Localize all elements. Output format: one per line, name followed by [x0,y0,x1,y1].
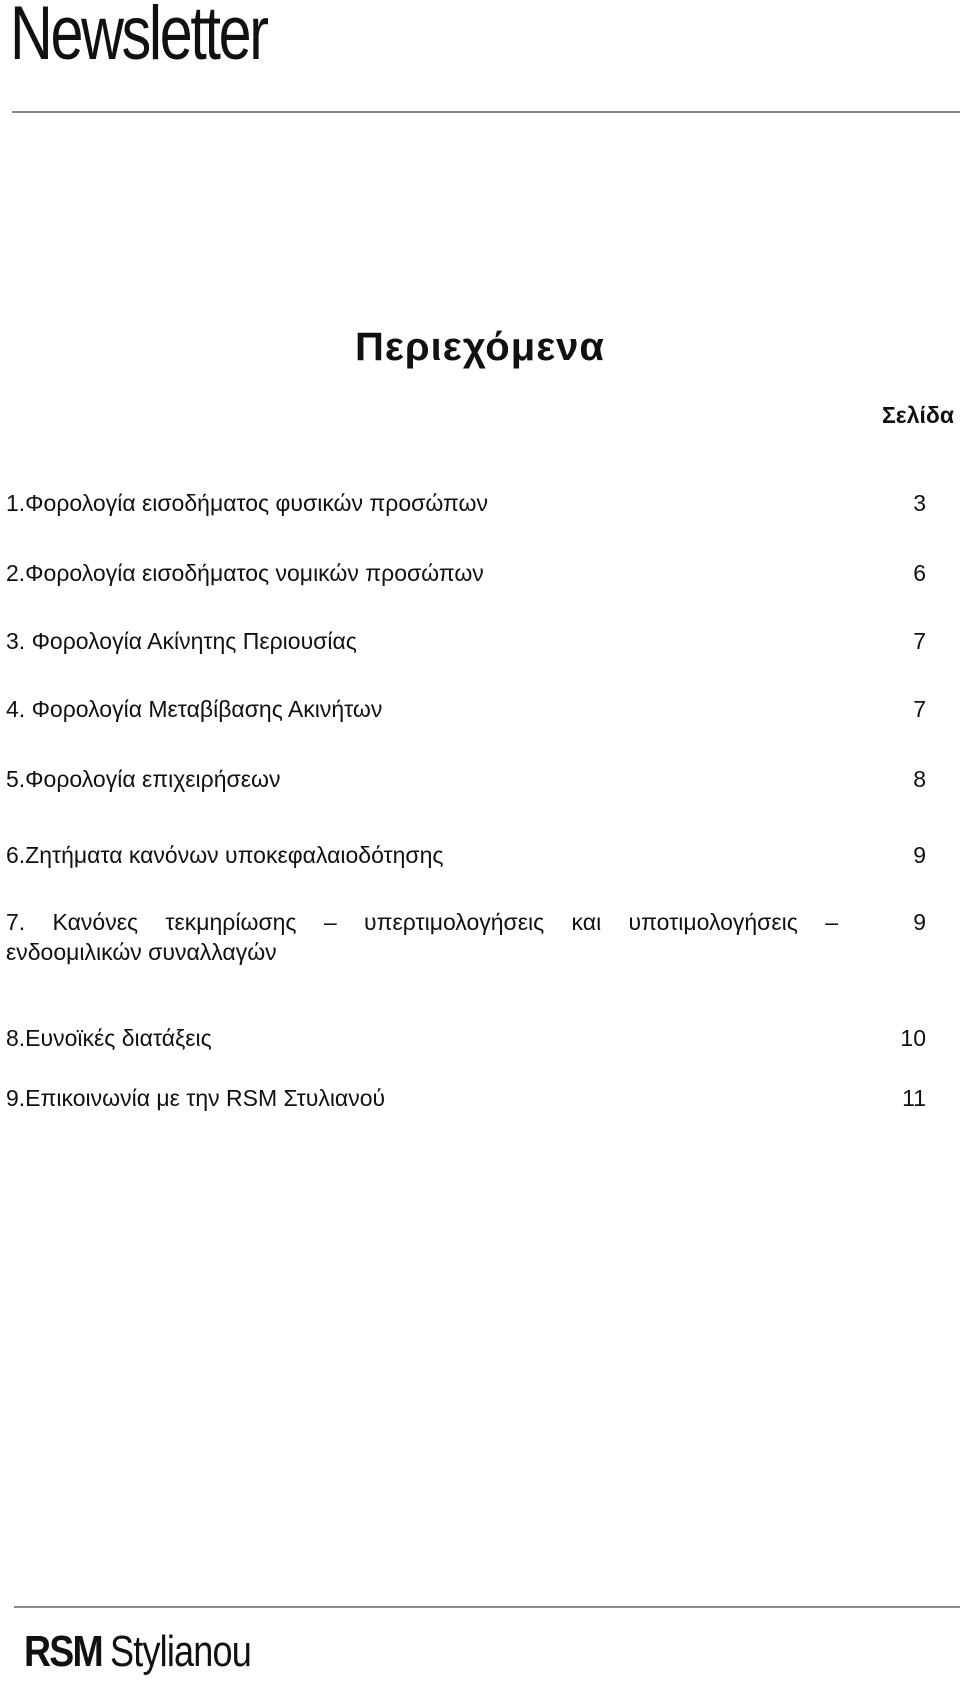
toc-entry-page: 9 [913,842,926,868]
toc-entry-page: 8 [913,766,926,792]
toc-entry-text: 3. Φορολογία Ακίνητης Περιουσίας [6,628,357,654]
toc-entry-page: 9 [913,909,926,935]
toc-entry-page: 6 [913,560,926,586]
toc-entry-text: 1.Φορολογία εισοδήματος φυσικών προσώπων [6,490,488,516]
toc-entry-text-line1: 7. Κανόνες τεκμηρίωσης – υπερτιμολογήσεις και υποτιμολογήσεις – [6,909,838,935]
toc-entry-text: 4. Φορολογία Μεταβίβασης Ακινήτων [6,696,383,722]
logo-name: Stylianou [109,1627,251,1676]
toc-entry-page: 3 [913,490,926,516]
toc-title: Περιεχόμενα [354,325,606,369]
toc-entry-page: 10 [900,1025,926,1051]
toc-entry-page: 11 [902,1085,926,1111]
footer-divider [14,1606,960,1608]
header-divider [12,111,960,113]
newsletter-masthead: Newsletter [10,0,267,76]
toc-entry-text: 9.Επικοινωνία με την RSM Στυλιανού [6,1085,386,1111]
rsm-stylianou-logo [24,1622,282,1678]
toc-entry-text [6,907,838,965]
page-column-label: Σελίδα [882,402,954,428]
toc-entry-text: 6.Ζητήματα κανόνων υποκεφαλαιοδότησης [6,842,444,868]
toc-entry-text: 5.Φορολογία επιχειρήσεων [6,766,281,792]
toc-entry-page: 7 [913,628,926,654]
toc-entry-text: 8.Ευνοϊκές διατάξεις [6,1025,212,1051]
logo-rsm-mark: RSM [24,1627,103,1676]
toc-entry-text-line2: ενδοομιλικών συναλλαγών [6,939,277,965]
toc-entry-text: 2.Φορολογία εισοδήματος νομικών προσώπων [6,560,484,586]
toc-entry-page: 7 [913,696,926,722]
